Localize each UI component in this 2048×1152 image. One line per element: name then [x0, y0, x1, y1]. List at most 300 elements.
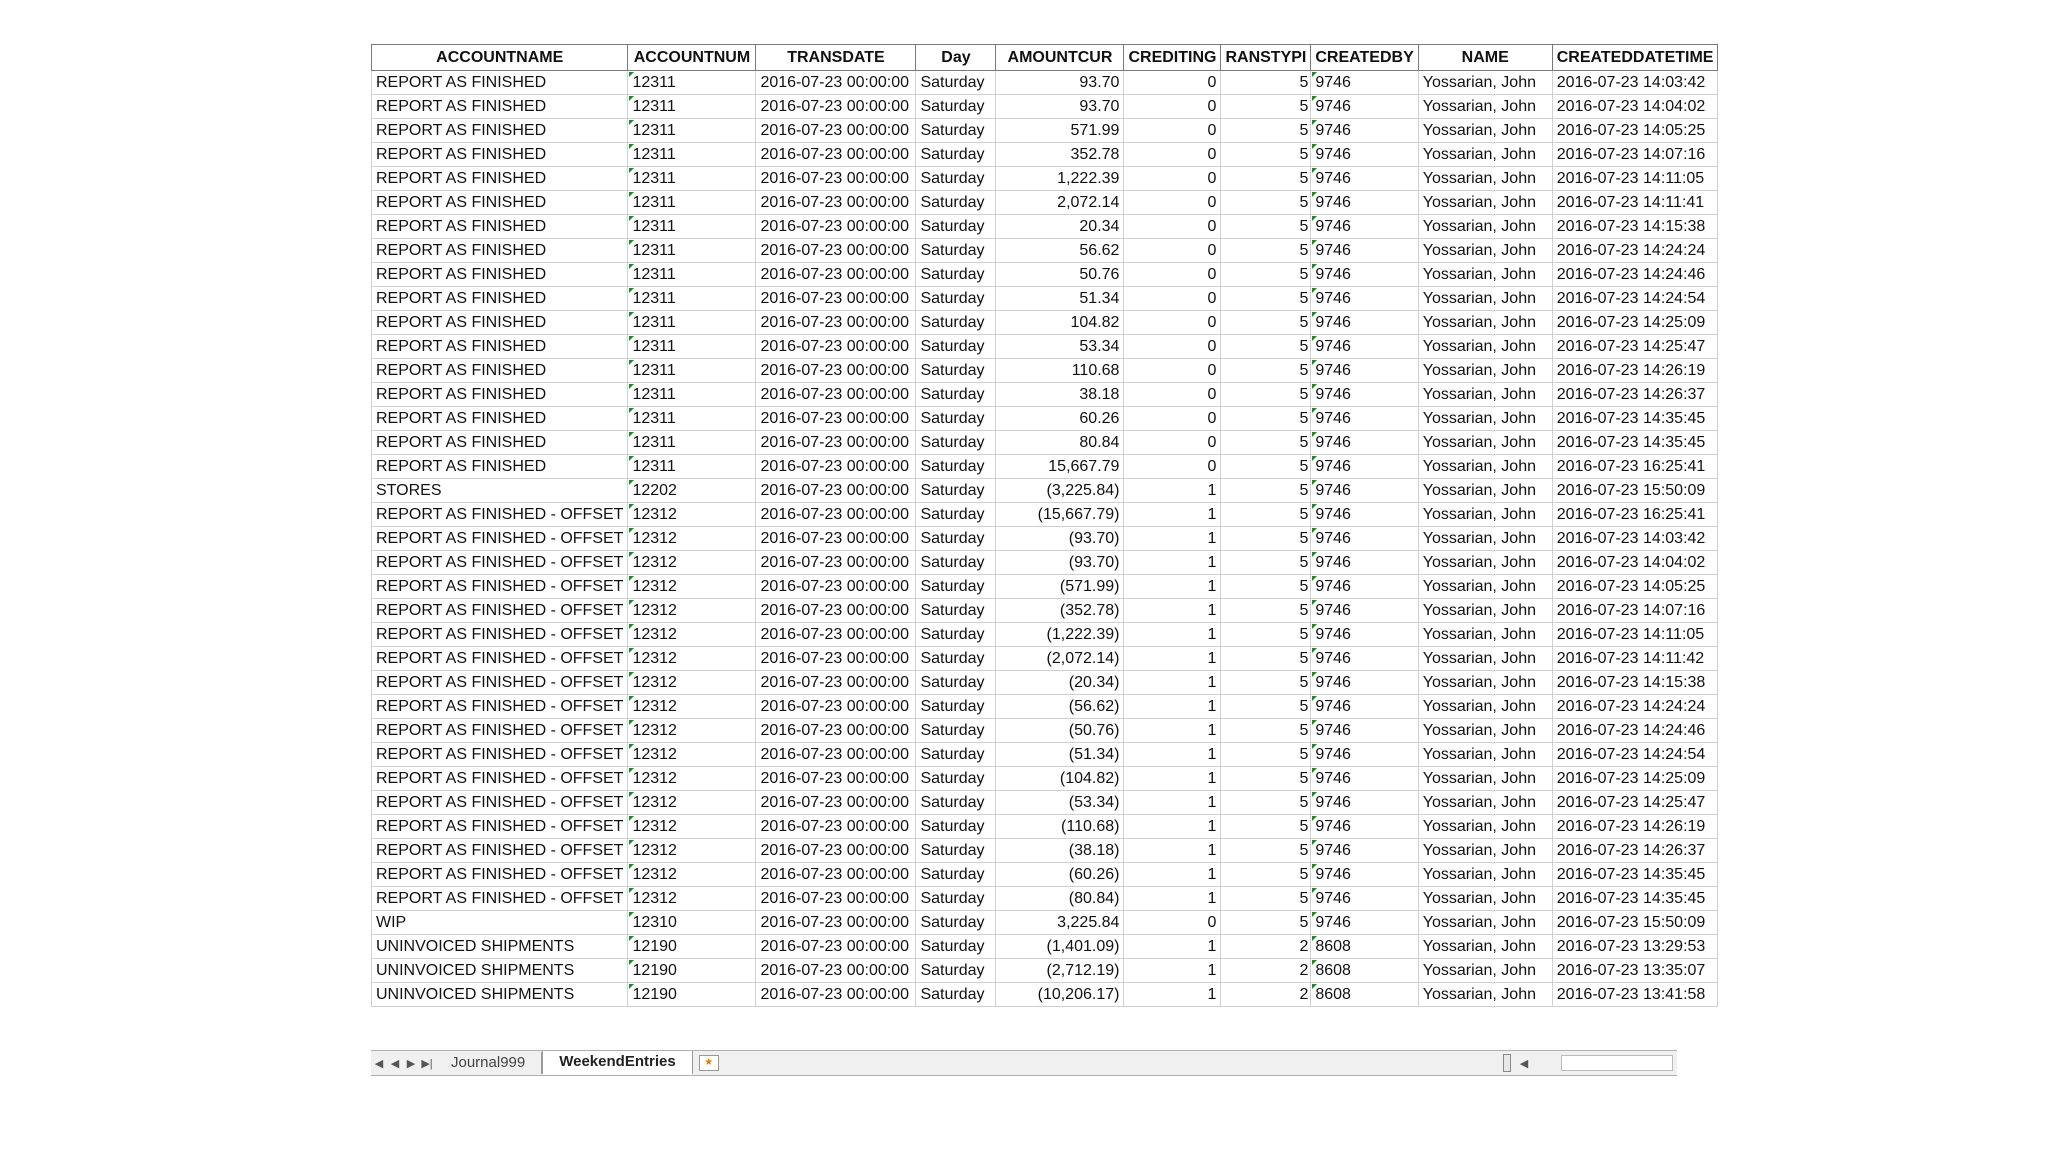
cell-name[interactable]: Yossarian, John	[1418, 527, 1552, 551]
cell-ranstypi[interactable]: 5	[1221, 791, 1311, 815]
cell-crediting[interactable]: 1	[1124, 479, 1221, 503]
cell-transdate[interactable]: 2016-07-23 00:00:00	[756, 407, 916, 431]
column-header-day[interactable]: Day	[916, 45, 996, 71]
cell-accountnum[interactable]: 12311	[628, 215, 756, 239]
cell-name[interactable]: Yossarian, John	[1418, 503, 1552, 527]
cell-createddatetime[interactable]: 2016-07-23 14:26:37	[1552, 383, 1718, 407]
cell-createddatetime[interactable]: 2016-07-23 14:11:05	[1552, 623, 1718, 647]
cell-crediting[interactable]: 1	[1124, 791, 1221, 815]
cell-accountname[interactable]: REPORT AS FINISHED	[372, 455, 628, 479]
split-handle[interactable]	[1503, 1054, 1511, 1072]
cell-transdate[interactable]: 2016-07-23 00:00:00	[756, 455, 916, 479]
cell-crediting[interactable]: 0	[1124, 359, 1221, 383]
cell-accountnum[interactable]: 12312	[628, 743, 756, 767]
cell-name[interactable]: Yossarian, John	[1418, 71, 1552, 95]
cell-createdby[interactable]: 9746	[1311, 311, 1418, 335]
cell-createddatetime[interactable]: 2016-07-23 14:07:16	[1552, 143, 1718, 167]
cell-amountcur[interactable]: (110.68)	[996, 815, 1124, 839]
cell-createddatetime[interactable]: 2016-07-23 14:11:05	[1552, 167, 1718, 191]
cell-name[interactable]: Yossarian, John	[1418, 839, 1552, 863]
cell-accountnum[interactable]: 12312	[628, 815, 756, 839]
cell-createdby[interactable]: 9746	[1311, 791, 1418, 815]
cell-accountname[interactable]: REPORT AS FINISHED	[372, 71, 628, 95]
cell-ranstypi[interactable]: 5	[1221, 719, 1311, 743]
cell-crediting[interactable]: 1	[1124, 959, 1221, 983]
cell-ranstypi[interactable]: 5	[1221, 863, 1311, 887]
cell-amountcur[interactable]: 3,225.84	[996, 911, 1124, 935]
cell-ranstypi[interactable]: 5	[1221, 263, 1311, 287]
cell-day[interactable]: Saturday	[916, 479, 996, 503]
cell-createdby[interactable]: 9746	[1311, 191, 1418, 215]
cell-day[interactable]: Saturday	[916, 71, 996, 95]
cell-createddatetime[interactable]: 2016-07-23 14:25:47	[1552, 791, 1718, 815]
cell-accountname[interactable]: REPORT AS FINISHED	[372, 407, 628, 431]
cell-ranstypi[interactable]: 5	[1221, 503, 1311, 527]
cell-transdate[interactable]: 2016-07-23 00:00:00	[756, 719, 916, 743]
column-header-ranstypi[interactable]: RANSTYPI	[1221, 45, 1311, 71]
cell-transdate[interactable]: 2016-07-23 00:00:00	[756, 959, 916, 983]
cell-accountname[interactable]: UNINVOICED SHIPMENTS	[372, 983, 628, 1007]
cell-transdate[interactable]: 2016-07-23 00:00:00	[756, 911, 916, 935]
cell-accountnum[interactable]: 12312	[628, 527, 756, 551]
column-header-crediting[interactable]: CREDITING	[1124, 45, 1221, 71]
cell-accountname[interactable]: REPORT AS FINISHED	[372, 143, 628, 167]
cell-createdby[interactable]: 9746	[1311, 455, 1418, 479]
cell-day[interactable]: Saturday	[916, 983, 996, 1007]
cell-amountcur[interactable]: 93.70	[996, 95, 1124, 119]
cell-day[interactable]: Saturday	[916, 695, 996, 719]
cell-day[interactable]: Saturday	[916, 263, 996, 287]
cell-ranstypi[interactable]: 5	[1221, 623, 1311, 647]
cell-day[interactable]: Saturday	[916, 143, 996, 167]
cell-ranstypi[interactable]: 5	[1221, 551, 1311, 575]
cell-accountname[interactable]: REPORT AS FINISHED - OFFSET	[372, 767, 628, 791]
cell-accountnum[interactable]: 12312	[628, 551, 756, 575]
cell-name[interactable]: Yossarian, John	[1418, 863, 1552, 887]
cell-name[interactable]: Yossarian, John	[1418, 407, 1552, 431]
cell-createdby[interactable]: 9746	[1311, 215, 1418, 239]
cell-crediting[interactable]: 0	[1124, 431, 1221, 455]
cell-day[interactable]: Saturday	[916, 287, 996, 311]
cell-day[interactable]: Saturday	[916, 119, 996, 143]
cell-accountname[interactable]: REPORT AS FINISHED - OFFSET	[372, 695, 628, 719]
column-header-name[interactable]: NAME	[1418, 45, 1552, 71]
cell-ranstypi[interactable]: 5	[1221, 455, 1311, 479]
cell-createddatetime[interactable]: 2016-07-23 14:26:19	[1552, 815, 1718, 839]
cell-createdby[interactable]: 9746	[1311, 287, 1418, 311]
cell-createddatetime[interactable]: 2016-07-23 14:25:47	[1552, 335, 1718, 359]
cell-name[interactable]: Yossarian, John	[1418, 575, 1552, 599]
cell-name[interactable]: Yossarian, John	[1418, 95, 1552, 119]
cell-crediting[interactable]: 0	[1124, 167, 1221, 191]
cell-name[interactable]: Yossarian, John	[1418, 743, 1552, 767]
cell-amountcur[interactable]: 60.26	[996, 407, 1124, 431]
cell-createddatetime[interactable]: 2016-07-23 13:35:07	[1552, 959, 1718, 983]
cell-name[interactable]: Yossarian, John	[1418, 791, 1552, 815]
cell-ranstypi[interactable]: 5	[1221, 839, 1311, 863]
cell-createdby[interactable]: 9746	[1311, 239, 1418, 263]
cell-accountnum[interactable]: 12311	[628, 359, 756, 383]
cell-createdby[interactable]: 9746	[1311, 119, 1418, 143]
cell-accountnum[interactable]: 12311	[628, 119, 756, 143]
cell-crediting[interactable]: 0	[1124, 335, 1221, 359]
cell-accountname[interactable]: REPORT AS FINISHED - OFFSET	[372, 815, 628, 839]
cell-accountnum[interactable]: 12311	[628, 167, 756, 191]
cell-accountname[interactable]: REPORT AS FINISHED - OFFSET	[372, 599, 628, 623]
cell-createdby[interactable]: 9746	[1311, 815, 1418, 839]
cell-crediting[interactable]: 0	[1124, 239, 1221, 263]
cell-accountname[interactable]: UNINVOICED SHIPMENTS	[372, 935, 628, 959]
cell-createdby[interactable]: 9746	[1311, 479, 1418, 503]
cell-transdate[interactable]: 2016-07-23 00:00:00	[756, 575, 916, 599]
cell-ranstypi[interactable]: 5	[1221, 143, 1311, 167]
cell-amountcur[interactable]: (20.34)	[996, 671, 1124, 695]
cell-ranstypi[interactable]: 5	[1221, 887, 1311, 911]
cell-amountcur[interactable]: (2,072.14)	[996, 647, 1124, 671]
cell-accountnum[interactable]: 12190	[628, 959, 756, 983]
cell-crediting[interactable]: 0	[1124, 911, 1221, 935]
cell-day[interactable]: Saturday	[916, 887, 996, 911]
cell-createdby[interactable]: 9746	[1311, 503, 1418, 527]
cell-transdate[interactable]: 2016-07-23 00:00:00	[756, 335, 916, 359]
cell-accountnum[interactable]: 12312	[628, 839, 756, 863]
cell-day[interactable]: Saturday	[916, 239, 996, 263]
cell-transdate[interactable]: 2016-07-23 00:00:00	[756, 119, 916, 143]
cell-transdate[interactable]: 2016-07-23 00:00:00	[756, 191, 916, 215]
cell-accountnum[interactable]: 12202	[628, 479, 756, 503]
cell-ranstypi[interactable]: 5	[1221, 383, 1311, 407]
cell-crediting[interactable]: 1	[1124, 695, 1221, 719]
cell-name[interactable]: Yossarian, John	[1418, 239, 1552, 263]
cell-crediting[interactable]: 1	[1124, 551, 1221, 575]
cell-crediting[interactable]: 0	[1124, 191, 1221, 215]
cell-name[interactable]: Yossarian, John	[1418, 287, 1552, 311]
cell-amountcur[interactable]: 571.99	[996, 119, 1124, 143]
cell-createddatetime[interactable]: 2016-07-23 14:24:46	[1552, 263, 1718, 287]
cell-amountcur[interactable]: (104.82)	[996, 767, 1124, 791]
tab-journal999[interactable]: Journal999	[435, 1052, 542, 1074]
cell-day[interactable]: Saturday	[916, 191, 996, 215]
cell-accountname[interactable]: REPORT AS FINISHED	[372, 383, 628, 407]
cell-accountname[interactable]: REPORT AS FINISHED - OFFSET	[372, 575, 628, 599]
column-header-accountname[interactable]: ACCOUNTNAME	[372, 45, 628, 71]
cell-amountcur[interactable]: 80.84	[996, 431, 1124, 455]
cell-accountname[interactable]: REPORT AS FINISHED - OFFSET	[372, 671, 628, 695]
cell-createddatetime[interactable]: 2016-07-23 14:03:42	[1552, 527, 1718, 551]
cell-accountnum[interactable]: 12312	[628, 695, 756, 719]
cell-day[interactable]: Saturday	[916, 359, 996, 383]
cell-crediting[interactable]: 1	[1124, 503, 1221, 527]
cell-ranstypi[interactable]: 5	[1221, 479, 1311, 503]
cell-crediting[interactable]: 1	[1124, 887, 1221, 911]
cell-createddatetime[interactable]: 2016-07-23 14:35:45	[1552, 863, 1718, 887]
cell-createdby[interactable]: 9746	[1311, 263, 1418, 287]
cell-ranstypi[interactable]: 5	[1221, 815, 1311, 839]
cell-name[interactable]: Yossarian, John	[1418, 983, 1552, 1007]
cell-ranstypi[interactable]: 5	[1221, 743, 1311, 767]
cell-createdby[interactable]: 8608	[1311, 959, 1418, 983]
cell-createdby[interactable]: 9746	[1311, 719, 1418, 743]
cell-transdate[interactable]: 2016-07-23 00:00:00	[756, 743, 916, 767]
cell-accountname[interactable]: REPORT AS FINISHED	[372, 95, 628, 119]
first-sheet-icon[interactable]: ◀	[374, 1057, 384, 1070]
cell-day[interactable]: Saturday	[916, 335, 996, 359]
cell-amountcur[interactable]: (1,222.39)	[996, 623, 1124, 647]
cell-crediting[interactable]: 1	[1124, 623, 1221, 647]
cell-createdby[interactable]: 9746	[1311, 359, 1418, 383]
cell-amountcur[interactable]: (51.34)	[996, 743, 1124, 767]
cell-name[interactable]: Yossarian, John	[1418, 623, 1552, 647]
cell-createddatetime[interactable]: 2016-07-23 13:29:53	[1552, 935, 1718, 959]
cell-crediting[interactable]: 0	[1124, 119, 1221, 143]
column-header-createdby[interactable]: CREATEDBY	[1311, 45, 1418, 71]
cell-createddatetime[interactable]: 2016-07-23 14:24:54	[1552, 743, 1718, 767]
cell-createdby[interactable]: 9746	[1311, 911, 1418, 935]
cell-crediting[interactable]: 1	[1124, 647, 1221, 671]
cell-ranstypi[interactable]: 5	[1221, 575, 1311, 599]
cell-day[interactable]: Saturday	[916, 623, 996, 647]
cell-accountnum[interactable]: 12310	[628, 911, 756, 935]
cell-createddatetime[interactable]: 2016-07-23 15:50:09	[1552, 479, 1718, 503]
cell-crediting[interactable]: 0	[1124, 95, 1221, 119]
column-header-transdate[interactable]: TRANSDATE	[756, 45, 916, 71]
cell-createddatetime[interactable]: 2016-07-23 14:11:42	[1552, 647, 1718, 671]
cell-amountcur[interactable]: 15,667.79	[996, 455, 1124, 479]
cell-amountcur[interactable]: (15,667.79)	[996, 503, 1124, 527]
cell-createddatetime[interactable]: 2016-07-23 16:25:41	[1552, 503, 1718, 527]
cell-day[interactable]: Saturday	[916, 815, 996, 839]
cell-day[interactable]: Saturday	[916, 959, 996, 983]
cell-amountcur[interactable]: (56.62)	[996, 695, 1124, 719]
cell-accountnum[interactable]: 12312	[628, 647, 756, 671]
cell-ranstypi[interactable]: 5	[1221, 167, 1311, 191]
cell-crediting[interactable]: 0	[1124, 71, 1221, 95]
cell-transdate[interactable]: 2016-07-23 00:00:00	[756, 527, 916, 551]
cell-ranstypi[interactable]: 5	[1221, 335, 1311, 359]
cell-transdate[interactable]: 2016-07-23 00:00:00	[756, 695, 916, 719]
cell-amountcur[interactable]: (571.99)	[996, 575, 1124, 599]
cell-amountcur[interactable]: (1,401.09)	[996, 935, 1124, 959]
cell-crediting[interactable]: 1	[1124, 863, 1221, 887]
cell-transdate[interactable]: 2016-07-23 00:00:00	[756, 551, 916, 575]
cell-name[interactable]: Yossarian, John	[1418, 959, 1552, 983]
cell-accountnum[interactable]: 12311	[628, 95, 756, 119]
cell-day[interactable]: Saturday	[916, 431, 996, 455]
cell-amountcur[interactable]: (3,225.84)	[996, 479, 1124, 503]
cell-accountnum[interactable]: 12311	[628, 71, 756, 95]
cell-name[interactable]: Yossarian, John	[1418, 695, 1552, 719]
cell-createdby[interactable]: 9746	[1311, 887, 1418, 911]
cell-createdby[interactable]: 9746	[1311, 71, 1418, 95]
cell-transdate[interactable]: 2016-07-23 00:00:00	[756, 383, 916, 407]
cell-createdby[interactable]: 9746	[1311, 623, 1418, 647]
cell-day[interactable]: Saturday	[916, 527, 996, 551]
cell-name[interactable]: Yossarian, John	[1418, 167, 1552, 191]
cell-amountcur[interactable]: (38.18)	[996, 839, 1124, 863]
cell-transdate[interactable]: 2016-07-23 00:00:00	[756, 791, 916, 815]
cell-createdby[interactable]: 9746	[1311, 599, 1418, 623]
cell-createddatetime[interactable]: 2016-07-23 14:35:45	[1552, 887, 1718, 911]
cell-transdate[interactable]: 2016-07-23 00:00:00	[756, 95, 916, 119]
cell-crediting[interactable]: 1	[1124, 815, 1221, 839]
cell-amountcur[interactable]: 2,072.14	[996, 191, 1124, 215]
cell-amountcur[interactable]: 93.70	[996, 71, 1124, 95]
cell-accountnum[interactable]: 12311	[628, 455, 756, 479]
cell-name[interactable]: Yossarian, John	[1418, 911, 1552, 935]
cell-name[interactable]: Yossarian, John	[1418, 935, 1552, 959]
cell-accountnum[interactable]: 12312	[628, 671, 756, 695]
horizontal-scrollbar[interactable]	[1503, 1051, 1677, 1075]
cell-accountnum[interactable]: 12312	[628, 503, 756, 527]
cell-accountnum[interactable]: 12312	[628, 719, 756, 743]
column-header-accountnum[interactable]: ACCOUNTNUM	[628, 45, 756, 71]
cell-day[interactable]: Saturday	[916, 599, 996, 623]
cell-day[interactable]: Saturday	[916, 767, 996, 791]
cell-name[interactable]: Yossarian, John	[1418, 551, 1552, 575]
cell-amountcur[interactable]: (53.34)	[996, 791, 1124, 815]
cell-name[interactable]: Yossarian, John	[1418, 119, 1552, 143]
cell-transdate[interactable]: 2016-07-23 00:00:00	[756, 431, 916, 455]
cell-accountname[interactable]: REPORT AS FINISHED - OFFSET	[372, 719, 628, 743]
cell-amountcur[interactable]: 1,222.39	[996, 167, 1124, 191]
cell-createddatetime[interactable]: 2016-07-23 14:04:02	[1552, 95, 1718, 119]
cell-transdate[interactable]: 2016-07-23 00:00:00	[756, 671, 916, 695]
cell-createddatetime[interactable]: 2016-07-23 14:26:19	[1552, 359, 1718, 383]
cell-ranstypi[interactable]: 5	[1221, 671, 1311, 695]
cell-amountcur[interactable]: (50.76)	[996, 719, 1124, 743]
cell-accountname[interactable]: REPORT AS FINISHED	[372, 287, 628, 311]
cell-accountnum[interactable]: 12312	[628, 623, 756, 647]
cell-ranstypi[interactable]: 5	[1221, 359, 1311, 383]
cell-transdate[interactable]: 2016-07-23 00:00:00	[756, 263, 916, 287]
cell-createdby[interactable]: 9746	[1311, 551, 1418, 575]
cell-transdate[interactable]: 2016-07-23 00:00:00	[756, 215, 916, 239]
cell-transdate[interactable]: 2016-07-23 00:00:00	[756, 887, 916, 911]
cell-crediting[interactable]: 0	[1124, 143, 1221, 167]
cell-transdate[interactable]: 2016-07-23 00:00:00	[756, 935, 916, 959]
cell-transdate[interactable]: 2016-07-23 00:00:00	[756, 767, 916, 791]
cell-accountname[interactable]: REPORT AS FINISHED - OFFSET	[372, 791, 628, 815]
cell-amountcur[interactable]: (352.78)	[996, 599, 1124, 623]
cell-amountcur[interactable]: 20.34	[996, 215, 1124, 239]
cell-day[interactable]: Saturday	[916, 791, 996, 815]
prev-sheet-icon[interactable]: ◀	[390, 1057, 400, 1070]
cell-amountcur[interactable]: (93.70)	[996, 527, 1124, 551]
cell-createddatetime[interactable]: 2016-07-23 14:05:25	[1552, 575, 1718, 599]
cell-name[interactable]: Yossarian, John	[1418, 455, 1552, 479]
cell-accountname[interactable]: REPORT AS FINISHED	[372, 239, 628, 263]
cell-accountnum[interactable]: 12311	[628, 407, 756, 431]
cell-createddatetime[interactable]: 2016-07-23 14:24:54	[1552, 287, 1718, 311]
cell-ranstypi[interactable]: 5	[1221, 71, 1311, 95]
cell-accountnum[interactable]: 12311	[628, 287, 756, 311]
cell-transdate[interactable]: 2016-07-23 00:00:00	[756, 239, 916, 263]
cell-day[interactable]: Saturday	[916, 215, 996, 239]
cell-name[interactable]: Yossarian, John	[1418, 431, 1552, 455]
cell-createddatetime[interactable]: 2016-07-23 14:25:09	[1552, 311, 1718, 335]
cell-accountnum[interactable]: 12311	[628, 311, 756, 335]
cell-day[interactable]: Saturday	[916, 911, 996, 935]
cell-accountnum[interactable]: 12311	[628, 143, 756, 167]
cell-ranstypi[interactable]: 5	[1221, 431, 1311, 455]
cell-accountnum[interactable]: 12312	[628, 767, 756, 791]
cell-name[interactable]: Yossarian, John	[1418, 671, 1552, 695]
last-sheet-icon[interactable]: ▶|	[421, 1057, 433, 1070]
cell-transdate[interactable]: 2016-07-23 00:00:00	[756, 815, 916, 839]
cell-transdate[interactable]: 2016-07-23 00:00:00	[756, 479, 916, 503]
cell-createddatetime[interactable]: 2016-07-23 13:41:58	[1552, 983, 1718, 1007]
cell-createdby[interactable]: 9746	[1311, 143, 1418, 167]
cell-accountname[interactable]: REPORT AS FINISHED - OFFSET	[372, 527, 628, 551]
cell-accountname[interactable]: REPORT AS FINISHED	[372, 431, 628, 455]
cell-amountcur[interactable]: (60.26)	[996, 863, 1124, 887]
cell-createddatetime[interactable]: 2016-07-23 14:15:38	[1552, 671, 1718, 695]
cell-accountname[interactable]: REPORT AS FINISHED	[372, 215, 628, 239]
cell-accountname[interactable]: REPORT AS FINISHED - OFFSET	[372, 839, 628, 863]
cell-accountnum[interactable]: 12311	[628, 263, 756, 287]
cell-accountnum[interactable]: 12311	[628, 431, 756, 455]
cell-accountnum[interactable]: 12311	[628, 191, 756, 215]
cell-day[interactable]: Saturday	[916, 95, 996, 119]
cell-crediting[interactable]: 0	[1124, 215, 1221, 239]
cell-createdby[interactable]: 9746	[1311, 527, 1418, 551]
cell-name[interactable]: Yossarian, John	[1418, 191, 1552, 215]
cell-transdate[interactable]: 2016-07-23 00:00:00	[756, 143, 916, 167]
cell-crediting[interactable]: 1	[1124, 767, 1221, 791]
cell-day[interactable]: Saturday	[916, 575, 996, 599]
cell-accountnum[interactable]: 12311	[628, 335, 756, 359]
cell-crediting[interactable]: 0	[1124, 407, 1221, 431]
cell-name[interactable]: Yossarian, John	[1418, 263, 1552, 287]
cell-crediting[interactable]: 0	[1124, 263, 1221, 287]
cell-transdate[interactable]: 2016-07-23 00:00:00	[756, 647, 916, 671]
cell-ranstypi[interactable]: 5	[1221, 647, 1311, 671]
cell-name[interactable]: Yossarian, John	[1418, 359, 1552, 383]
cell-createddatetime[interactable]: 2016-07-23 14:35:45	[1552, 407, 1718, 431]
cell-accountnum[interactable]: 12311	[628, 383, 756, 407]
cell-createddatetime[interactable]: 2016-07-23 14:25:09	[1552, 767, 1718, 791]
cell-accountnum[interactable]: 12311	[628, 239, 756, 263]
cell-transdate[interactable]: 2016-07-23 00:00:00	[756, 167, 916, 191]
cell-ranstypi[interactable]: 5	[1221, 911, 1311, 935]
cell-createdby[interactable]: 9746	[1311, 167, 1418, 191]
cell-ranstypi[interactable]: 5	[1221, 95, 1311, 119]
cell-createdby[interactable]: 9746	[1311, 383, 1418, 407]
cell-day[interactable]: Saturday	[916, 455, 996, 479]
cell-transdate[interactable]: 2016-07-23 00:00:00	[756, 863, 916, 887]
cell-createddatetime[interactable]: 2016-07-23 14:24:46	[1552, 719, 1718, 743]
cell-crediting[interactable]: 1	[1124, 743, 1221, 767]
scroll-thumb[interactable]	[1561, 1055, 1673, 1071]
cell-createdby[interactable]: 9746	[1311, 743, 1418, 767]
cell-amountcur[interactable]: (10,206.17)	[996, 983, 1124, 1007]
cell-transdate[interactable]: 2016-07-23 00:00:00	[756, 623, 916, 647]
cell-accountnum[interactable]: 12312	[628, 863, 756, 887]
cell-createdby[interactable]: 9746	[1311, 839, 1418, 863]
cell-ranstypi[interactable]: 5	[1221, 527, 1311, 551]
cell-createdby[interactable]: 9746	[1311, 431, 1418, 455]
cell-createddatetime[interactable]: 2016-07-23 14:03:42	[1552, 71, 1718, 95]
cell-accountname[interactable]: REPORT AS FINISHED	[372, 167, 628, 191]
cell-crediting[interactable]: 1	[1124, 527, 1221, 551]
cell-createdby[interactable]: 9746	[1311, 407, 1418, 431]
cell-name[interactable]: Yossarian, John	[1418, 767, 1552, 791]
cell-createddatetime[interactable]: 2016-07-23 14:24:24	[1552, 695, 1718, 719]
cell-crediting[interactable]: 1	[1124, 839, 1221, 863]
cell-accountname[interactable]: REPORT AS FINISHED	[372, 119, 628, 143]
cell-day[interactable]: Saturday	[916, 647, 996, 671]
next-sheet-icon[interactable]: ▶	[406, 1057, 416, 1070]
